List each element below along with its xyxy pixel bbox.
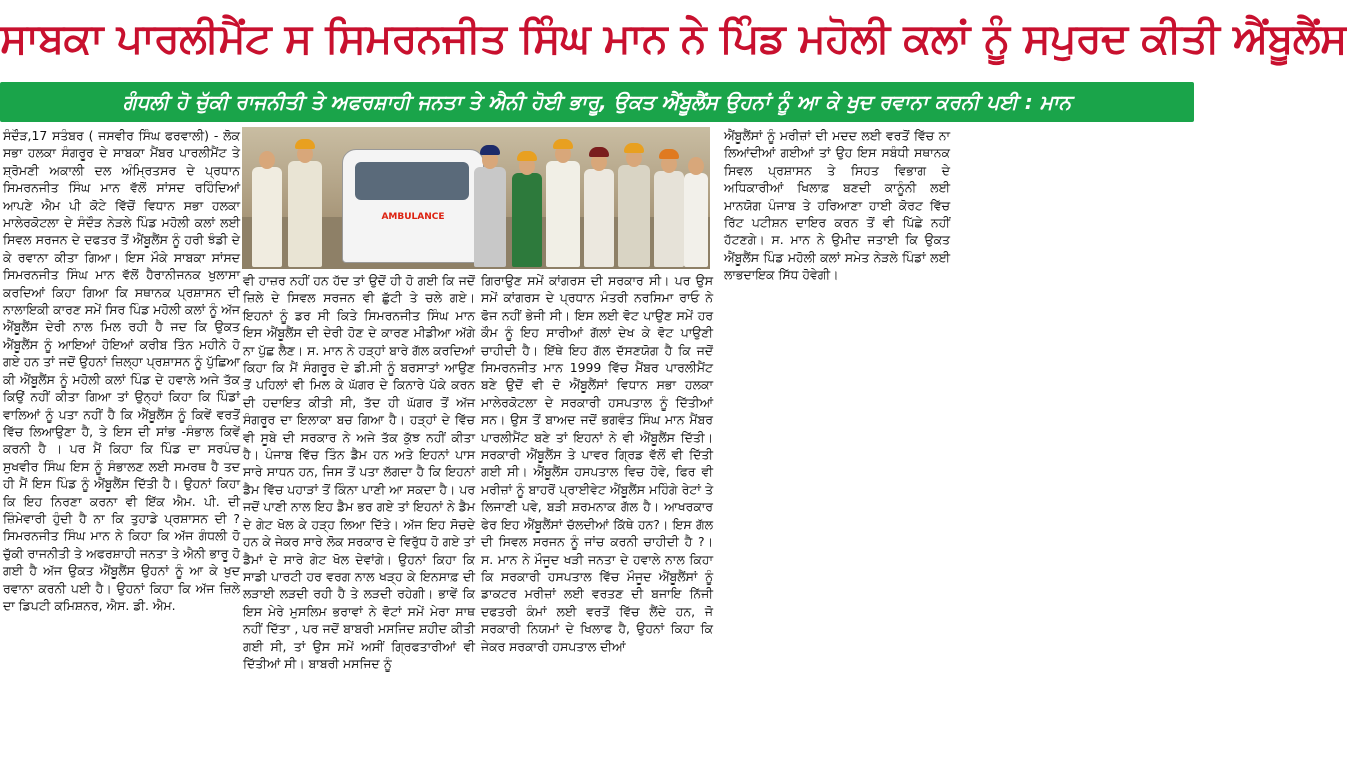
person-figure [288, 161, 322, 267]
ambulance-windshield [355, 162, 469, 200]
person-turban [517, 151, 537, 161]
article-text-column-2: ਵੀ ਹਾਜ਼ਰ ਨਹੀਂ ਹਨ ਹੱਦ ਤਾਂ ਉਦੋਂ ਹੀ ਹੋ ਗਈ ਕਿ ਜਦੋਂ ਜ਼ਿਲੇ ਦੇ ਸਿਵਲ ਸਰਜਨ ਵੀ ਛੁੱਟੀ ਤੇ ਚਲੇ ਗਏ। ਇਹਨਾਂ ਨੂੰ ਡਰ ਸੀ ਕਿਤੇ ਸਿਮਰਨਜੀਤ ਸਿੰਘ ਮਾਨ ਇਸ ਐਂਬੂਲੈਂਸ ਦੀ ਦੇਰੀ ਹੋਣ ਦੇ ਕਾਰਣ ਮੀਡੀਆ ਅੱਗੇ ਨਾ ਪੁੱਛ ਲੈਣ। ਸ. ਮਾਨ ਨੇ ਹੜ੍ਹਾਂ ਬਾਰੇ ਗੱਲ ਕਰਦਿਆਂ ਕਿਹਾ ਕਿ ਮੈਂ ਸੰਗਰੂਰ ਦੇ ਡੀ.ਸੀ ਨੂੰ ਬਰਸਾਤਾਂ ਆਉਣ ਤੋਂ ਪਹਿਲਾਂ ਵੀ ਮਿਲ ਕੇ ਘੱਗਰ ਦੇ ਕਿਨਾਰੇ ਪੱਕੇ ਕਰਨ ਦੀ ਹਦਾਇਤ ਕੀਤੀ ਸੀ, ਤੱਦ ਹੀ ਘੱਗਰ ਤੋਂ ਅੱਜ ਸੰਗਰੂਰ ਦਾ ਇਲਾਕਾ ਬਚ ਗਿਆ ਹੈ। ਹੜ੍ਹਾਂ ਦੇ ਵਿੱਚ ਵੀ ਸੂਬੇ ਦੀ ਸਰਕਾਰ ਨੇ ਅਜੇ ਤੱਕ ਕੁੱਝ ਨਹੀਂ ਕੀਤਾ ਹੈ। ਪੰਜਾਬ ਵਿੱਚ ਤਿੰਨ ਡੈਮ ਹਨ ਅਤੇ ਇਹਨਾਂ ਪਾਸ ਸਾਰੇ ਸਾਧਨ ਹਨ, ਜਿਸ ਤੋਂ ਪਤਾ ਲੱਗਦਾ ਹੈ ਕਿ ਇਹਨਾਂ ਡੈਮ ਵਿੱਚ ਪਹਾੜਾਂ ਤੋਂ ਕਿੰਨਾ ਪਾਣੀ ਆ ਸਕਦਾ ਹੈ। ਪਰ ਜਦੋਂ ਪਾਣੀ ਨਾਲ ਇਹ ਡੈਮ ਭਰ ਗਏ ਤਾਂ ਇਹਨਾਂ ਨੇ ਡੈਮ ਦੇ ਗੇਟ ਖੋਲ ਕੇ ਹੜ੍ਹ ਲਿਆ ਦਿੱਤੇ। ਅੱਜ ਇਹ ਸੋਚਦੇ ਹਨ ਕੇ ਜੇਕਰ ਸਾਰੇ ਲੋਕ ਸਰਕਾਰ ਦੇ ਵਿਰੁੱਧ ਹੋ ਗਏ ਤਾਂ ਡੈਮਾਂ ਦੇ ਸਾਰੇ ਗੇਟ ਖੋਲ ਦੇਵਾਂਗੇ। ਉਹਨਾਂ ਕਿਹਾ ਕਿ ਸਾਡੀ ਪਾਰਟੀ ਹਰ ਵਰਗ ਨਾਲ ਖੜ੍ਹ ਕੇ ਇਨਸਾਫ਼ ਦੀ ਲੜਾਈ ਲੜਦੀ ਰਹੀ ਹੈ ਤੇ ਲੜਦੀ ਰਹੇਗੀ। ਭਾਵੇਂ ਕਿ ਇਸ ਮੇਰੇ ਮੁਸਲਿਮ ਭਰਾਵਾਂ ਨੇ ਵੋਟਾਂ ਸਮੇਂ ਮੇਰਾ ਸਾਥ ਨਹੀਂ ਦਿੱਤਾ , ਪਰ ਜਦੋਂ ਬਾਬਰੀ ਮਸਜਿਦ ਸ਼ਹੀਦ ਕੀਤੀ ਗਈ ਸੀ, ਤਾਂ ਉਸ ਸਮੇਂ ਅਸੀਂ ਗ੍ਰਿਫਤਾਰੀਆਂ ਵੀ ਦਿੱਤੀਆਂ ਸੀ। ਬਾਬਰੀ ਮਸਜਿਦ ਨੂੰ [243, 273, 475, 671]
person-head [688, 157, 704, 175]
person-head [259, 151, 275, 169]
person-figure [252, 167, 282, 267]
person-figure [584, 169, 614, 267]
article-column-2 [243, 272, 475, 755]
article-column-1 [3, 127, 240, 755]
person-turban [553, 139, 573, 149]
person-figure [512, 173, 542, 267]
article-column-4 [724, 127, 950, 327]
person-figure [654, 171, 684, 267]
person-figure [618, 165, 650, 267]
person-figure [474, 167, 506, 267]
ambulance-van [342, 149, 484, 263]
person-turban [624, 143, 644, 153]
person-figure [684, 173, 708, 267]
headline: ਸਾਬਕਾ ਪਾਰਲੀਮੈਂਟ ਸ ਸਿਮਰਨਜੀਤ ਸਿੰਘ ਮਾਨ ਨੇ ਪਿੰਡ ਮਹੋਲੀ ਕਲਾਂ ਨੂੰ ਸਪੁਰਦ ਕੀਤੀ ਐਂਬੂਲੈਂਸ [0, 14, 1347, 62]
article-column-3 [481, 272, 713, 755]
person-turban [659, 149, 679, 159]
person-turban [295, 139, 315, 149]
article-text-column-4: ਐਂਬੂਲੈਂਸਾਂ ਨੂੰ ਮਰੀਜ਼ਾਂ ਦੀ ਮਦਦ ਲਈ ਵਰਤੋਂ ਵਿੱਚ ਨਾ ਲਿਆਂਦੀਆਂ ਗਈਆਂ ਤਾਂ ਉਹ ਇਸ ਸਬੰਧੀ ਸਥਾਨਕ ਸਿਵਲ ਪ੍ਰਸ਼ਾਸਨ ਤੇ ਸਿਹਤ ਵਿਭਾਗ ਦੇ ਅਧਿਕਾਰੀਆਂ ਖਿਲਾਫ਼ ਬਣਦੀ ਕਾਨੂੰਨੀ ਲਈ ਮਾਨਯੋਗ ਪੰਜਾਬ ਤੇ ਹਰਿਆਣਾ ਹਾਈ ਕੋਰਟ ਵਿੱਚ ਰਿੱਟ ਪਟੀਸ਼ਨ ਦਾਇਰ ਕਰਨ ਤੋਂ ਵੀ ਪਿੱਛੇ ਨਹੀਂ ਹੱਟਣਗੇ। ਸ. ਮਾਨ ਨੇ ਉਮੀਦ ਜਤਾਈ ਕਿ ਉਕਤ ਐਂਬੂਲੈਂਸ ਪਿੰਡ ਮਹੋਲੀ ਕਲਾਂ ਸਮੇਤ ਨੇੜਲੇ ਪਿੰਡਾਂ ਲਈ ਲਾਭਦਾਇਕ ਸਿੱਧ ਹੋਵੇਗੀ। [724, 128, 950, 283]
news-photo-ambulance-handover [242, 127, 710, 269]
ambulance-label: AMBULANCE [381, 212, 445, 222]
subheadline-banner: ਗੰਧਲੀ ਹੋ ਚੁੱਕੀ ਰਾਜਨੀਤੀ ਤੇ ਅਫਰਸ਼ਾਹੀ ਜਨਤਾ ਤੇ ਐਨੀ ਹੋਈ ਭਾਰੂ, ਉਕਤ ਐਂਬੂਲੈਂਸ ਉਹਨਾਂ ਨੂੰ ਆ ਕੇ ਖੁਦ ਰਵਾਨਾ ਕਰਨੀ ਪਈ : ਮਾਨ [0, 82, 1194, 122]
article-text-column-3: ਗਿਰਾਉਣ ਸਮੇਂ ਕਾਂਗਰਸ ਦੀ ਸਰਕਾਰ ਸੀ। ਪਰ ਉਸ ਸਮੇਂ ਕਾਂਗਰਸ ਦੇ ਪ੍ਰਧਾਨ ਮੰਤਰੀ ਨਰਸਿਮਾ ਰਾਓ ਨੇ ਫੋਜ ਨਹੀਂ ਭੇਜੀ ਸੀ। ਇਸ ਲਈ ਵੋਟ ਪਾਉਣ ਸਮੇਂ ਹਰ ਕੌਮ ਨੂੰ ਇਹ ਸਾਰੀਆਂ ਗੱਲਾਂ ਦੇਖ ਕੇ ਵੋਟ ਪਾਉਣੀ ਚਾਹੀਦੀ ਹੈ। ਇੱਥੇ ਇਹ ਗੱਲ ਦੱਸਣਯੋਗ ਹੈ ਕਿ ਜਦੋਂ ਸਿਮਰਨਜੀਤ ਮਾਨ 1999 ਵਿੱਚ ਮੈਂਬਰ ਪਾਰਲੀਮੈਂਟ ਬਣੇ ਉਦੋਂ ਵੀ ਦੋ ਐਂਬੂਲੈਂਸਾਂ ਵਿਧਾਨ ਸਭਾ ਹਲਕਾ ਮਾਲੇਰਕੋਟਲਾ ਦੇ ਸਰਕਾਰੀ ਹਸਪਤਾਲ ਨੂੰ ਦਿੱਤੀਆਂ ਸਨ। ਉਸ ਤੋਂ ਬਾਅਦ ਜਦੋਂ ਭਗਵੰਤ ਸਿੰਘ ਮਾਨ ਮੈਂਬਰ ਪਾਰਲੀਮੈਂਟ ਬਣੇ ਤਾਂ ਇਹਨਾਂ ਨੇ ਵੀ ਐਂਬੂਲੈਂਸ ਦਿੱਤੀ। ਸਰਕਾਰੀ ਐਂਬੂਲੈਂਸ ਤੇ ਪਾਵਰ ਗ੍ਰਿਡ ਵੱਲੋਂ ਵੀ ਦਿੱਤੀ ਗਈ ਸੀ। ਐਂਬੂਲੈਂਸ ਹਸਪਤਾਲ ਵਿਚ ਹੋਵੇ, ਫਿਰ ਵੀ ਮਰੀਜ਼ਾਂ ਨੂੰ ਬਾਹਰੋਂ ਪ੍ਰਾਈਵੇਟ ਐਂਬੂਲੈਂਸ ਮਹਿੰਗੇ ਰੇਟਾਂ ਤੇ ਲਿਜਾਣੀ ਪਵੇ, ਬੜੀ ਸ਼ਰਮਨਾਕ ਗੱਲ ਹੈ। ਆਖਰਕਾਰ ਫੇਰ ਇਹ ਐਂਬੂਲੈਂਸਾਂ ਚੱਲਦੀਆਂ ਕਿੱਥੇ ਹਨ?। ਇਸ ਗੱਲ ਦੀ ਸਿਵਲ ਸਰਜਨ ਨੂੰ ਜਾਂਚ ਕਰਨੀ ਚਾਹੀਦੀ ਹੈ ?। ਸ. ਮਾਨ ਨੇ ਮੌਜੂਦ ਖੜੀ ਜਨਤਾ ਦੇ ਹਵਾਲੇ ਨਾਲ ਕਿਹਾ ਕਿ ਸਰਕਾਰੀ ਹਸਪਤਾਲ ਵਿੱਚ ਮੌਜੂਦ ਐਂਬੂਲੈਂਸਾਂ ਨੂੰ ਡਾਕਟਰ ਮਰੀਜ਼ਾਂ ਲਈ ਵਰਤਣ ਦੀ ਬਜਾਇ ਨਿੱਜੀ ਦਫਤਰੀ ਕੰਮਾਂ ਲਈ ਵਰਤੋਂ ਵਿੱਚ ਲੈਂਦੇ ਹਨ, ਜੋ ਸਰਕਾਰੀ ਨਿਯਮਾਂ ਦੇ ਖਿਲਾਫ ਹੈ, ਉਹਨਾਂ ਕਿਹਾ ਕਿ ਜੇਕਰ ਸਰਕਾਰੀ ਹਸਪਤਾਲ ਦੀਆਂ [481, 273, 713, 654]
person-figure [546, 161, 580, 267]
article-text-column-1: ਸੰਦੌੜ,17 ਸਤੰਬਰ ( ਜਸਵੀਰ ਸਿੰਘ ਫਰਵਾਲੀ) - ਲੋਕ ਸਭਾ ਹਲਕਾ ਸੰਗਰੂਰ ਦੇ ਸਾਬਕਾ ਮੈਂਬਰ ਪਾਰਲੀਮੈਂਟ ਤੇ ਸ਼੍ਰੋਮਣੀ ਅਕਾਲੀ ਦਲ ਅੰਮ੍ਰਿਤਸਰ ਦੇ ਪ੍ਰਧਾਨ ਸਿਮਰਨਜੀਤ ਸਿੰਘ ਮਾਨ ਵੱਲੋਂ ਸਾਂਸਦ ਰਹਿੰਦਿਆਂ ਆਪਣੇ ਐਮ ਪੀ ਕੋਟੇ ਵਿੱਚੋਂ ਵਿਧਾਨ ਸਭਾ ਹਲਕਾ ਮਾਲੇਰਕੋਟਲਾ ਦੇ ਸੰਦੌੜ ਨੇੜਲੇ ਪਿੰਡ ਮਹੋਲੀ ਕਲਾਂ ਲਈ ਸਿਵਲ ਸਰਜਨ ਦੇ ਦਫਤਰ ਤੋਂ ਐਂਬੂਲੈਂਸ ਨੂੰ ਹਰੀ ਝੰਡੀ ਦੇ ਕੇ ਰਵਾਨਾ ਕੀਤਾ ਗਿਆ। ਇਸ ਮੌਕੇ ਸਾਬਕਾ ਸਾਂਸਦ ਸਿਮਰਨਜੀਤ ਸਿੰਘ ਮਾਨ ਵੱਲੋਂ ਹੈਰਾਨੀਜਨਕ ਖੁਲਾਸਾ ਕਰਦਿਆਂ ਕਿਹਾ ਗਿਆ ਕਿ ਸਥਾਨਕ ਪ੍ਰਸ਼ਾਸਨ ਦੀ ਨਾਲਾਇਕੀ ਕਾਰਣ ਸਮੇਂ ਸਿਰ ਪਿੰਡ ਮਹੋਲੀ ਕਲਾਂ ਨੂੰ ਅੱਜ ਐਂਬੂਲੈਂਸ ਦੇਰੀ ਨਾਲ ਮਿਲ ਰਹੀ ਹੈ ਜਦ ਕਿ ਉਕਤ ਐਂਬੂਲੈਂਸ ਨੂੰ ਆਇਆਂ ਹੋਇਆਂ ਕਰੀਬ ਤਿੰਨ ਮਹੀਨੇ ਹੋ ਗਏ ਹਨ ਤਾਂ ਜਦੋਂ ਉਹਨਾਂ ਜ਼ਿਲ੍ਹਾ ਪ੍ਰਸ਼ਾਸਨ ਨੂੰ ਪੁੱਛਿਆ ਕੀ ਐਂਬੂਲੈਂਸ ਨੂੰ ਮਹੋਲੀ ਕਲਾਂ ਪਿੰਡ ਦੇ ਹਵਾਲੇ ਅਜੇ ਤੱਕ ਕਿਉਂ ਨਹੀਂ ਕੀਤਾ ਗਿਆ ਤਾਂ ਉਨ੍ਹਾਂ ਕਿਹਾ ਕਿ ਪਿੰਡਾਂ ਵਾਲਿਆਂ ਨੂੰ ਪਤਾ ਨਹੀਂ ਹੈ ਕਿ ਐਂਬੂਲੈਂਸ ਨੂੰ ਕਿਵੇਂ ਵਰਤੋਂ ਵਿੱਚ ਲਿਆਉਣਾ ਹੈ, ਤੇ ਇਸ ਦੀ ਸਾਂਭ -ਸੰਭਾਲ ਕਿਵੇਂ ਕਰਨੀ ਹੈ । ਪਰ ਮੈਂ ਕਿਹਾ ਕਿ ਪਿੰਡ ਦਾ ਸਰਪੰਚ ਸੁਖਵੀਰ ਸਿੰਘ ਇਸ ਨੂੰ ਸੰਭਾਲਣ ਲਈ ਸਮਰਥ ਹੈ ਤਦ ਹੀ ਮੈਂ ਇਸ ਪਿੰਡ ਨੂੰ ਐਂਬੂਲੈਂਸ ਦਿੱਤੀ ਹੈ। ਉਹਨਾਂ ਕਿਹਾ ਕਿ ਇਹ ਨਿਰਣਾ ਕਰਨਾ ਵੀ ਇੱਕ ਐਮ. ਪੀ. ਦੀ ਜ਼ਿੰਮੇਵਾਰੀ ਹੁੰਦੀ ਹੈ ਨਾ ਕਿ ਤੁਹਾਡੇ ਪ੍ਰਸ਼ਾਸਨ ਦੀ ? ਸਿਮਰਨਜੀਤ ਸਿੰਘ ਮਾਨ ਨੇ ਕਿਹਾ ਕਿ ਅੱਜ ਗੰਧਲੀ ਹੋ ਚੁੱਕੀ ਰਾਜਨੀਤੀ ਤੇ ਅਫਰਸ਼ਾਹੀ ਜਨਤਾ ਤੇ ਐਨੀ ਭਾਰੂ ਹੋ ਗਈ ਹੈ ਅੱਜ ਉਕਤ ਐਂਬੂਲੈਂਸ ਉਹਨਾਂ ਨੂੰ ਆ ਕੇ ਖੁਦ ਰਵਾਨਾ ਕਰਨੀ ਪਈ ਹੈ। ਉਹਨਾਂ ਕਿਹਾ ਕਿ ਅੱਜ ਜ਼ਿਲੇ ਦਾ ਡਿਪਟੀ ਕਮਿਸ਼ਨਰ, ਐਸ. ਡੀ. ਐਮ. [3, 128, 240, 613]
person-turban [480, 145, 500, 155]
person-turban [589, 147, 609, 157]
